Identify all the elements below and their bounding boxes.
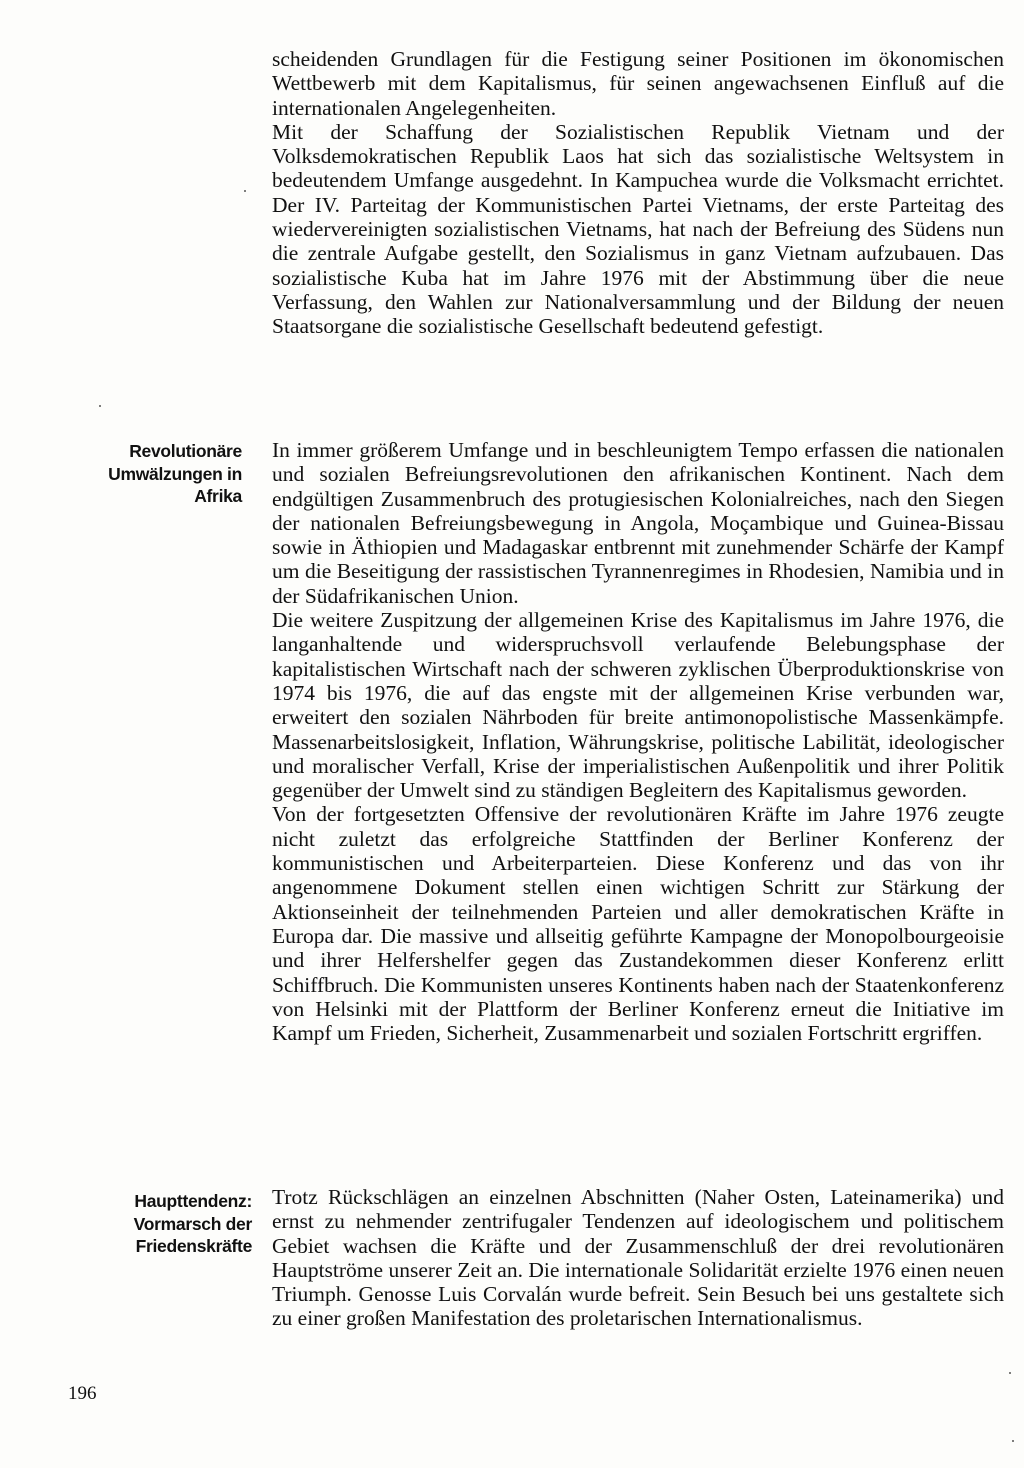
paragraph: scheidenden Grundlagen für die Festigung seiner Positionen im ökonomischen Wettbewerb mit dem Kapitalismus, für seinen angewachsenen Einfluß auf die internationalen Angelegenheiten. [272, 47, 1004, 120]
section-3-body [272, 1185, 1004, 1331]
margin-speck [99, 405, 101, 407]
section-2-heading: Revolutionäre Umwälzungen in Afrika [108, 441, 242, 506]
paragraph: Von der fortgesetzten Offensive der revolutionären Kräfte im Jahre 1976 zeugte nicht zuletzt das erfolgreiche Stattfinden der Berliner Konferenz der kommunistischen und Arbeiterparteien. Diese Konferenz und das von ihr angenommene Dokument stellen einen wichtigen Schritt zur Stärkung der Aktionseinheit der teilnehmenden Parteien und aller demokratischen Kräfte in Europa dar. Die massive und allseitig geführte Kampagne der Monopolbourgeoisie und ihrer Helfershelfer gegen das Zustandekommen dieser Konferenz erlitt Schiffbruch. Die Kommunisten unseres Kontinents haben nach der Staatenkonferenz von Helsinki mit der Plattform der Berliner Konferenz erneut die Initiative im Kampf um Frieden, Sicherheit, Zusammenarbeit und sozialen Fortschritt ergriffen. [272, 802, 1004, 1046]
margin-speck [1012, 1440, 1014, 1442]
margin-speck [244, 190, 246, 192]
section-2-body [272, 438, 1004, 1045]
section-1-body [272, 47, 1004, 339]
paragraph: Die weitere Zuspitzung der allgemeinen Krise des Kapitalismus im Jahre 1976, die langanhaltende und widerspruchsvoll verlaufende Belebungsphase der kapitalistischen Wirtschaft nach der schweren zyklischen Überproduktionskrise von 1974 bis 1976, die auf das engste mit der allgemeinen Krise verbunden war, erweitert den sozialen Nährboden für breite antimonopolistische Massenkämpfe. Massenarbeitslosigkeit, Inflation, Währungskrise, politische Labilität, ideologischer und moralischer Verfall, Krise der imperialistischen Außenpolitik und ihrer Politik gegenüber der Umwelt sind zu ständigen Begleitern des Kapitalismus geworden. [272, 608, 1004, 803]
section-3-heading: Haupttendenz: Vormarsch der Friedenskräfte [133, 1191, 252, 1256]
margin-speck [1009, 1372, 1011, 1374]
paragraph: In immer größerem Umfange und in beschleunigtem Tempo erfassen die nationalen und sozialen Befreiungsrevolutionen den afrikanischen Kontinent. Nach dem endgültigen Zusammenbruch des protugiesischen Kolonialreiches, nach den Siegen der nationalen Befreiungsbewegung in Angola, Moçambique und Guinea-Bissau sowie in Äthiopien und Madagaskar entbrennt mit zunehmender Schärfe der Kampf um die Beseitigung der rassistischen Tyrannenregimes in Rhodesien, Namibia und in der Südafrikanischen Union. [272, 438, 1004, 608]
page-number: 196 [68, 1383, 97, 1404]
paragraph: Mit der Schaffung der Sozialistischen Republik Vietnam und der Volksdemokratischen Republik Laos hat sich das sozialistische Weltsystem in bedeutendem Umfange ausgedehnt. In Kampuchea wurde die Volksmacht errichtet. Der IV. Parteitag der Kommunistischen Partei Vietnams, der erste Parteitag des wiedervereinigten sozialistischen Vietnams, hat nach der Befreiung des Südens nun die zentrale Aufgabe gestellt, den Sozialismus in ganz Vietnam aufzubauen. Das sozialistische Kuba hat im Jahre 1976 mit der Abstimmung über die neue Verfassung, den Wahlen zur Nationalversammlung und der Bildung der neuen Staatsorgane die sozialistische Gesellschaft bedeutend gefestigt. [272, 119, 1004, 339]
paragraph: Trotz Rückschlägen an einzelnen Abschnitten (Naher Osten, Lateinamerika) und ernst zu nehmender zentrifugaler Tendenzen auf ideologischem und politischem Gebiet wachsen die Kräfte und der Zusammenschluß der drei revolutionären Hauptströme unserer Zeit an. Die internationale Solidarität erzielte 1976 einen neuen Triumph. Genosse Luis Corvalán wurde befreit. Sein Besuch bei uns gestaltete sich zu einer großen Manifestation des proletarischen Internationalismus. [272, 1185, 1004, 1331]
